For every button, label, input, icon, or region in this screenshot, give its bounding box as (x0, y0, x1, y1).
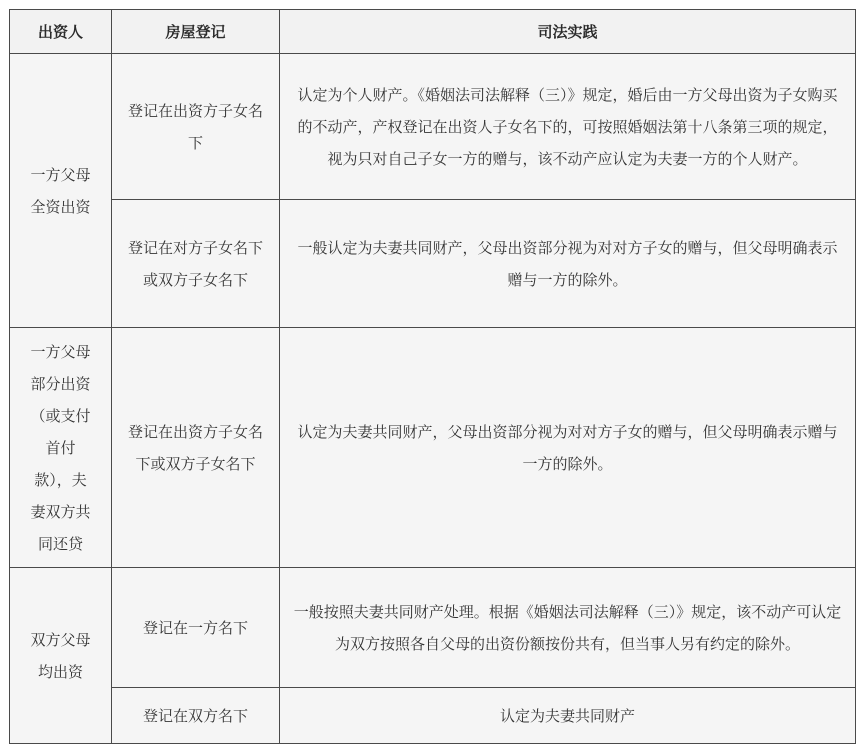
property-ownership-table (9, 9, 856, 744)
header-judicial-practice: 司法实践 (280, 10, 856, 54)
header-registration: 房屋登记 (112, 10, 280, 54)
practice-cell: 认定为个人财产。《婚姻法司法解释（三）》规定，婚后由一方父母出资为子女购买的不动产，产权登记在出资人子女名下的，可按照婚姻法第十八条第三项的规定，视为只对自己子女一方的赠与，该不动产应认定为夫妻一方的个人财产。 (280, 54, 856, 200)
contributor-cell: 双方父母均出资 (10, 568, 112, 744)
practice-cell: 认定为夫妻共同财产，父母出资部分视为对对方子女的赠与，但父母明确表示赠与一方的除外。 (280, 328, 856, 568)
contributor-cell: 一方父母部分出资（或支付首付款），夫妻双方共同还贷 (10, 328, 112, 568)
table-row (10, 688, 856, 744)
registration-cell: 登记在对方子女名下或双方子女名下 (112, 200, 280, 328)
header-row (10, 10, 856, 54)
header-contributor: 出资人 (10, 10, 112, 54)
table-row (10, 54, 856, 200)
table-row (10, 328, 856, 568)
contributor-cell: 一方父母全资出资 (10, 54, 112, 328)
registration-cell: 登记在出资方子女名下 (112, 54, 280, 200)
practice-cell: 一般认定为夫妻共同财产，父母出资部分视为对对方子女的赠与，但父母明确表示赠与一方的除外。 (280, 200, 856, 328)
practice-cell: 一般按照夫妻共同财产处理。根据《婚姻法司法解释（三）》规定，该不动产可认定为双方按照各自父母的出资份额按份共有，但当事人另有约定的除外。 (280, 568, 856, 688)
property-table-container (9, 9, 856, 744)
practice-cell: 认定为夫妻共同财产 (280, 688, 856, 744)
registration-cell: 登记在一方名下 (112, 568, 280, 688)
table-row (10, 568, 856, 688)
registration-cell: 登记在双方名下 (112, 688, 280, 744)
table-row (10, 200, 856, 328)
registration-cell: 登记在出资方子女名下或双方子女名下 (112, 328, 280, 568)
